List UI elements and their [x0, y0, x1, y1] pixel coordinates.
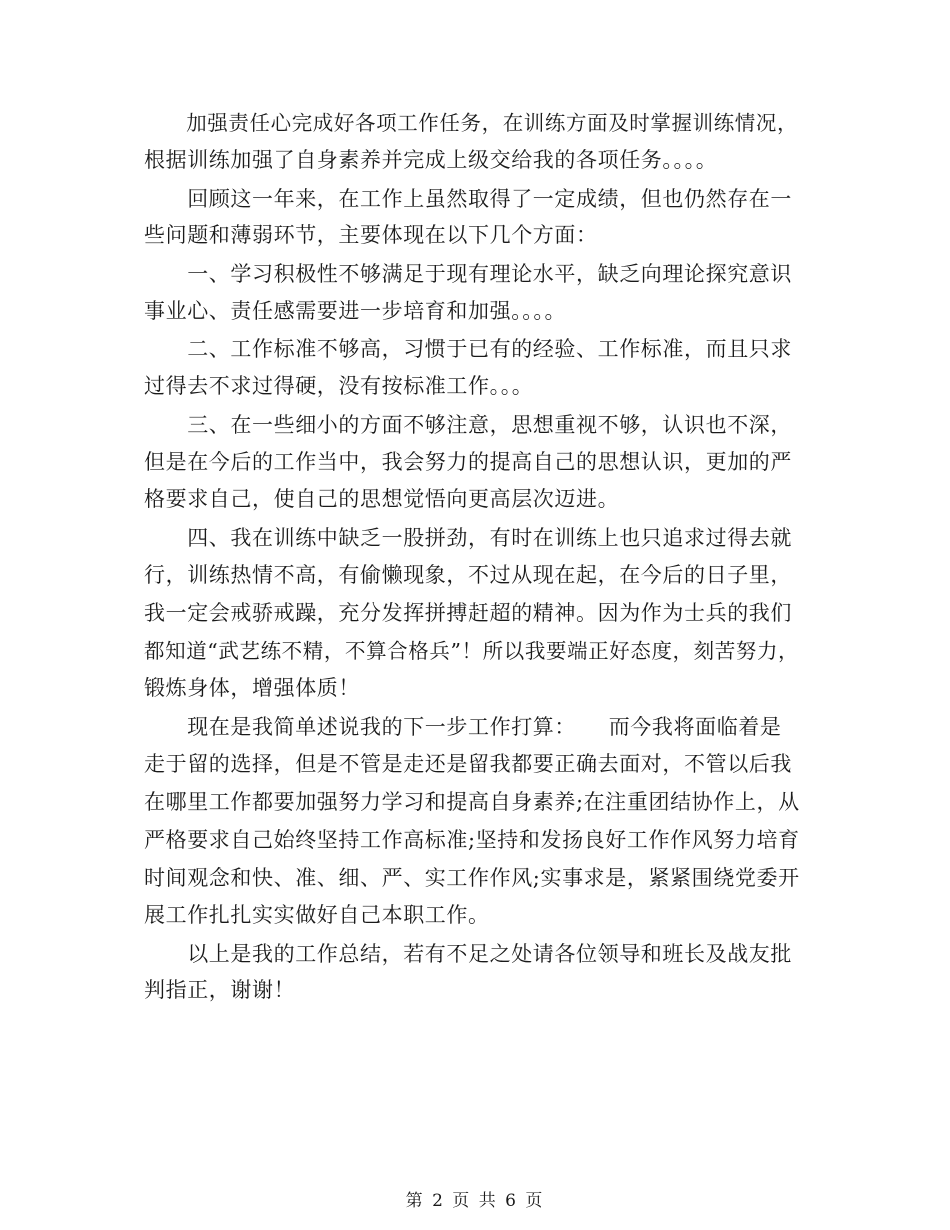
text-line: 过得去不求过得硬，没有按标准工作。。。 [144, 374, 534, 398]
text-line: 一、学习积极性不够满足于现有理论水平，缺乏向理论探究意识 [144, 262, 792, 286]
text-line: 加强责任心完成好各项工作任务，在训练方面及时掌握训练情况， [144, 111, 799, 135]
text-line: 以上是我的工作总结，若有不足之处请各位领导和班长及战友批 [144, 942, 792, 966]
text-line: 现在是我简单述说我的下一步工作打算： 而今我将面临着是 [144, 715, 782, 739]
text-line: 走于留的选择，但是不管是走还是留我都要正确去面对，不管以后我 [144, 752, 792, 776]
text-line: 格要求自己，使自己的思想觉悟向更高层次迈进。 [144, 487, 620, 511]
text-line: 严格要求自己始终坚持工作高标准;坚持和发扬良好工作作风努力培育 [144, 828, 800, 852]
text-line: 些问题和薄弱环节，主要体现在以下几个方面： [144, 223, 598, 247]
text-line: 在哪里工作都要加强努力学习和提高自身素养;在注重团结协作上，从 [144, 790, 800, 814]
text-line: 事业心、责任感需要进一步培育和加强。。。。 [144, 299, 567, 323]
text-line: 都知道“武艺练不精，不算合格兵”！所以我要端正好态度，刻苦努力， [144, 639, 800, 663]
text-line: 展工作扎扎实实做好自己本职工作。 [144, 903, 490, 927]
text-line: 判指正，谢谢！ [144, 978, 296, 1002]
text-line: 行，训练热情不高，有偷懒现象，不过从现在起，在今后的日子里， [144, 563, 792, 587]
text-line: 二、工作标准不够高，习惯于已有的经验、工作标准，而且只求 [144, 337, 792, 361]
text-line: 锻炼身体，增强体质！ [144, 676, 360, 700]
text-line: 回顾这一年来，在工作上虽然取得了一定成绩，但也仍然存在一 [144, 187, 792, 211]
text-line: 我一定会戒骄戒躁，充分发挥拼搏赶超的精神。因为作为士兵的我们 [144, 601, 792, 625]
text-line: 三、在一些细小的方面不够注意，思想重视不够，认识也不深， [144, 413, 792, 437]
text-line: 时间观念和快、准、细、严、实工作作风;实事求是，紧紧围绕党委开 [144, 866, 800, 890]
text-line: 根据训练加强了自身素养并完成上级交给我的各项任务。。。。 [144, 148, 718, 172]
page-number: 第 2 页 共 6 页 [405, 1191, 545, 1211]
text-line: 但是在今后的工作当中，我会努力的提高自己的思想认识，更加的严 [144, 450, 792, 474]
text-line: 四、我在训练中缺乏一股拼劲，有时在训练上也只追求过得去就 [144, 526, 792, 550]
